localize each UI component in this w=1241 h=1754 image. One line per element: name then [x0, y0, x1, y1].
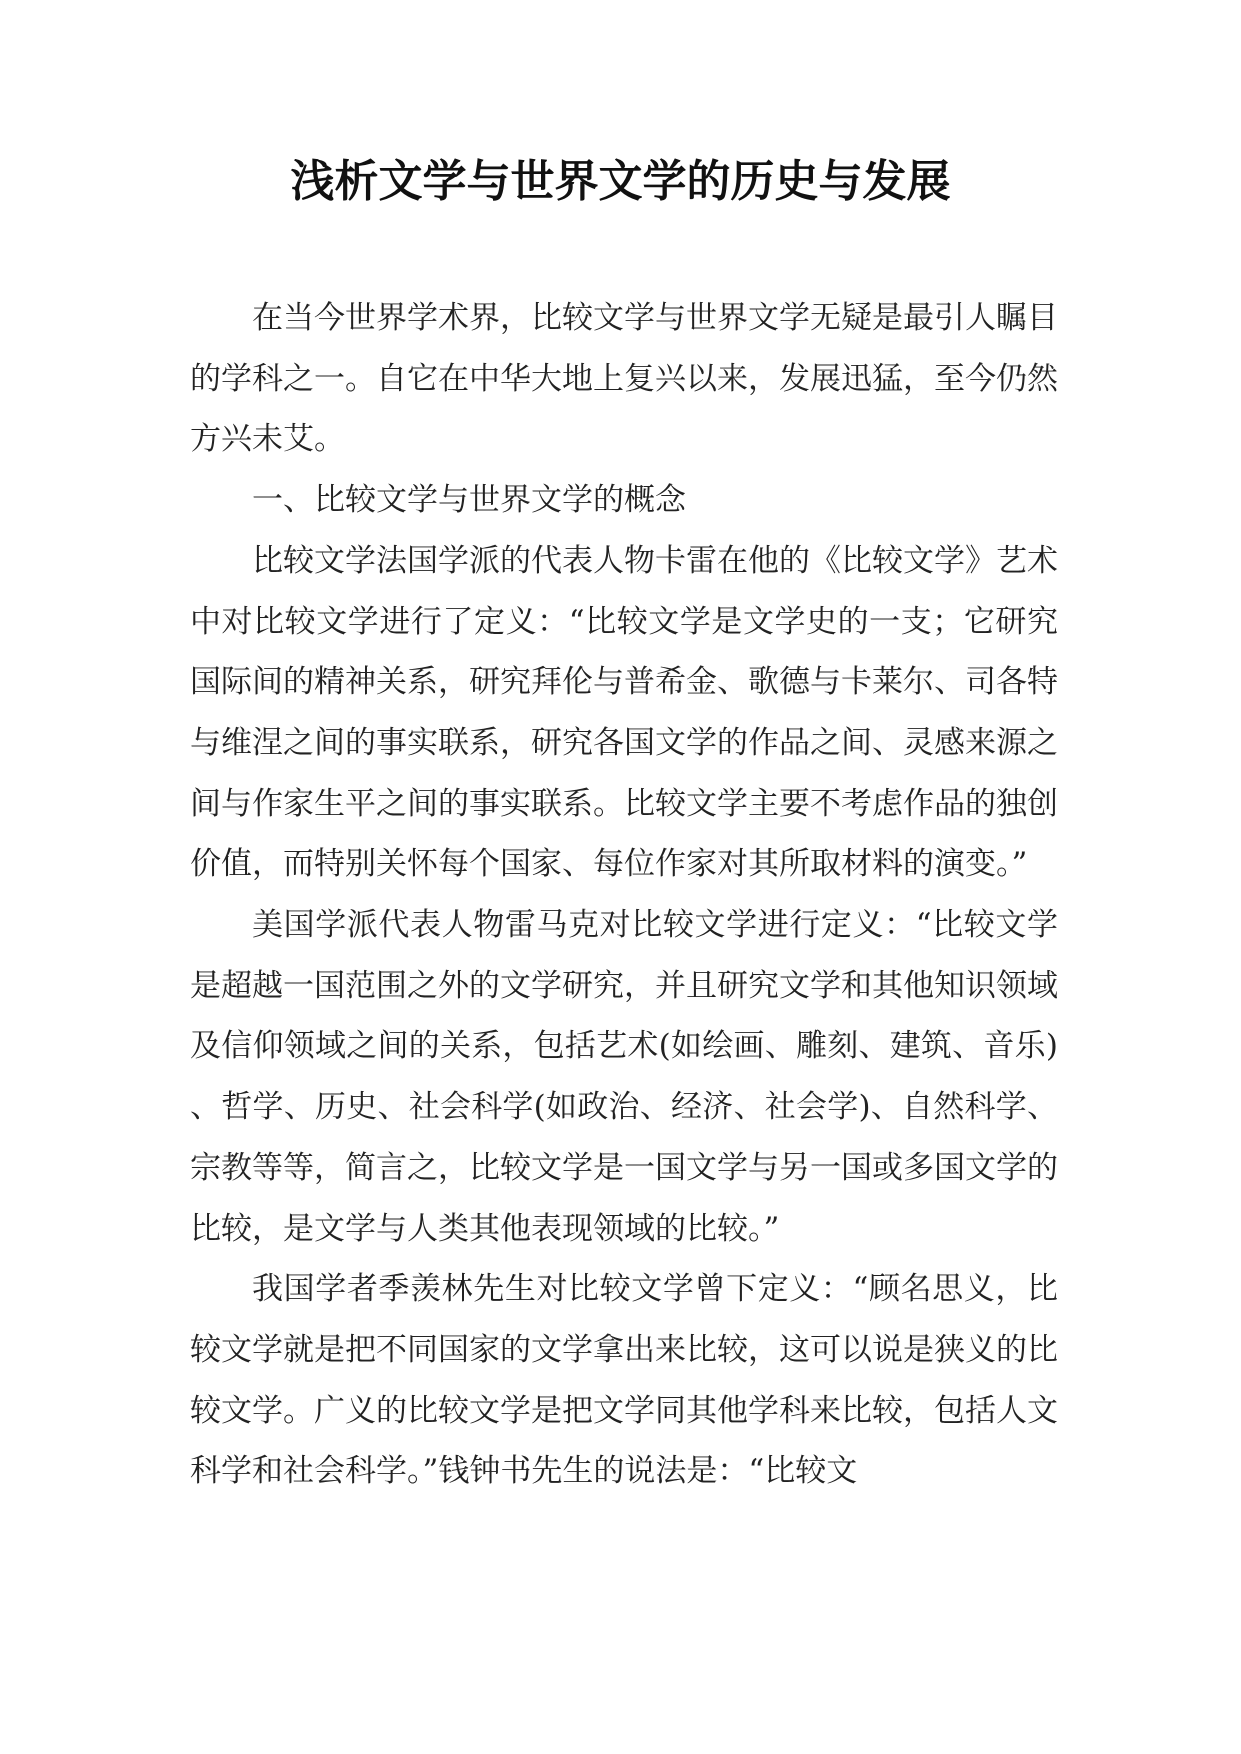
paragraph-intro: 在当今世界学术界，比较文学与世界文学无疑是最引人瞩目的学科之一。自它在中华大地上复兴以来，发展迅猛，至今仍然方兴未艾。: [190, 300, 1058, 458]
section-heading-concept: 一、比较文学与世界文学的概念: [252, 482, 686, 519]
paragraph-chinese-scholars: 我国学者季羡林先生对比较文学曾下定义：“顾名思义，比较文学就是把不同国家的文学拿出来比较，这可以说是狭义的比较文学。广义的比较文学是把文学同其他学科来比较，包括人文科学和社会科学。”钱钟书先生的说法是：“比较文: [190, 1271, 1058, 1490]
paragraph-american-school: 美国学派代表人物雷马克对比较文学进行定义：“比较文学是超越一国范围之外的文学研究，并且研究文学和其他知识领域及信仰领域之间的关系，包括艺术(如绘画、雕刻、建筑、音乐)、哲学、历史、社会科学(如政治、经济、社会学)、自然科学、宗教等等，简言之，比较文学是一国文学与另一国或多国文学的比较，是文学与人类其他表现领域的比较。”: [190, 907, 1058, 1247]
document-body: [190, 288, 1058, 1502]
paragraph-french-school: 比较文学法国学派的代表人物卡雷在他的《比较文学》艺术中对比较文学进行了定义：“比较文学是文学史的一支；它研究国际间的精神关系，研究拜伦与普希金、歌德与卡莱尔、司各特与维涅之间的事实联系，研究各国文学的作品之间、灵感来源之间与作家生平之间的事实联系。比较文学主要不考虑作品的独创价值，而特别关怀每个国家、每位作家对其所取材料的演变。”: [190, 542, 1058, 883]
document-title: 浅析文学与世界文学的历史与发展: [290, 156, 951, 207]
